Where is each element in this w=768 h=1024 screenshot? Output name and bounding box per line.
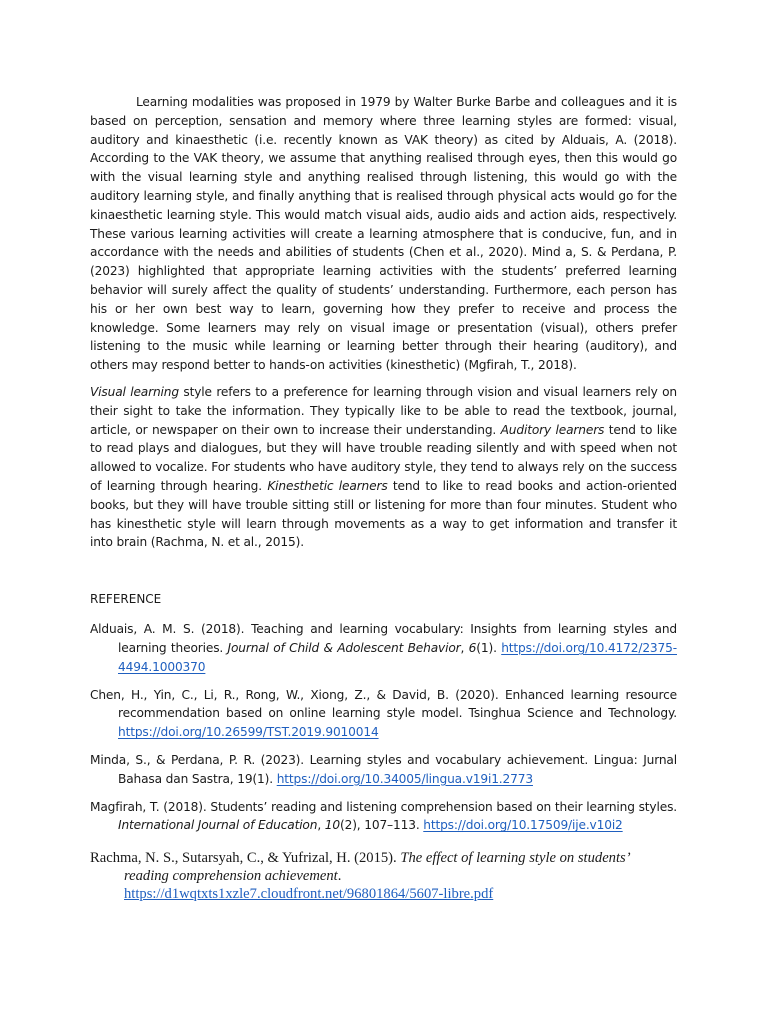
reference-text: Chen, H., Yin, C., Li, R., Rong, W., Xiong, Z., & David, B. (2020). Enhanced learning resource recommendation based on online learning style model. Tsinghua Science and Technology. (90, 687, 677, 721)
document-page (90, 93, 677, 903)
reference-magfirah (90, 798, 677, 836)
paragraph-2-text-c: tend to like to read books and action-oriented books, but they will have trouble sitting still or listening for more than four minutes. Student who has kinesthetic style will learn through movements as a way to get information and transfer it into brain (Rachma, N. et al., 2015). (90, 478, 677, 550)
reference-journal: International Journal of Education (118, 818, 318, 833)
term-kinesthetic-learners: Kinesthetic learners (267, 478, 388, 493)
reference-alduais (90, 620, 677, 676)
reference-link-chen[interactable]: https://doi.org/10.26599/TST.2019.9010014 (118, 725, 379, 740)
reference-issue: (1). (476, 640, 502, 655)
paragraph-2-text-a: style refers to a preference for learning through vision and visual learners rely on their sight to take the information. They typically like to be able to read the textbook, journal, article, or newspaper on their own to increase their understanding. (90, 384, 677, 437)
term-auditory-learners: Auditory learners (500, 422, 605, 437)
reference-journal: Journal of Child & Adolescent Behavior (227, 640, 461, 655)
reference-text: Minda, S., & Perdana, P. R. (2023). Learning styles and vocabulary achievement. Lingua: Jurnal Bahasa dan Sastra, 19(1). (90, 752, 677, 786)
reference-rachma (90, 849, 677, 903)
reference-volume: 10 (324, 818, 340, 833)
reference-period: . (337, 868, 342, 885)
reference-text: Alduais, A. M. S. (2018). Teaching and learning vocabulary: Insights from learning styles and learning theories. (90, 622, 677, 655)
reference-link-minda[interactable]: https://doi.org/10.34005/lingua.v19i1.2773 (276, 771, 533, 786)
reference-title: The effect of learning style on students’ reading comprehension achievement (124, 850, 629, 885)
reference-separator: , (460, 640, 469, 655)
reference-link-alduais[interactable]: https://doi.org/10.4172/2375-4494.1000370 (118, 640, 677, 674)
reference-link-magfirah[interactable]: https://doi.org/10.17509/ije.v10i2 (423, 818, 623, 833)
body-paragraph-2 (90, 383, 677, 552)
reference-minda (90, 751, 677, 789)
reference-volume: 6 (468, 640, 477, 655)
reference-heading: REFERENCE (90, 592, 162, 607)
reference-text: Rachma, N. S., Sutarsyah, C., & Yufrizal, H. (2015). (90, 850, 401, 867)
reference-text: Magfirah, T. (2018). Students’ reading and listening comprehension based on their learning styles. (90, 799, 677, 814)
reference-separator: , (317, 818, 325, 833)
reference-chen (90, 686, 677, 742)
term-visual-learning: Visual learning (90, 384, 179, 399)
reference-pages: (2), 107–113. (339, 818, 424, 833)
paragraph-2-text-b: tend to like to read plays and dialogues, but they will have trouble reading silently and with speed when not allowed to vocalize. For students who have auditory style, they tend to always rely on the success of learning through hearing. (90, 422, 677, 493)
reference-link-rachma[interactable]: https://d1wqtxts1xzle7.cloudfront.net/96801864/5607-libre.pdf (124, 886, 494, 903)
body-paragraph-1: Learning modalities was proposed in 1979 by Walter Burke Barbe and colleagues and it is based on perception, sensation and memory where three learning styles are formed: visual, auditory and kinaesthetic (i.e. recently known as VAK theory) as cited by Alduais, A. (2018). According to the VAK theory, we assume that anything realised through eyes, then this would go with the visual learning style and anything realised through listening, this would go with the auditory learning style, and finally anything that is realised through physical acts would go for the kinaesthetic learning style. This would match visual aids, audio aids and action aids, respectively. These various learning activities will create a learning atmosphere that is conducive, fun, and in accordance with the needs and abilities of students (Chen et al., 2020). Mind a, S. & Perdana, P. (2023) highlighted that appropriate learning activities with the students’ preferred learning behavior will surely affect the quality of students’ understanding. Furthermore, each person has his or her own best way to learn, governing how they prefer to receive and process the knowledge. Some learners may rely on visual image or presentation (visual), others prefer listening to the music while learning or learning better through their hearing (auditory), and others may respond better to hands-on activities (kinesthetic) (Mgfirah, T., 2018). (90, 95, 677, 373)
